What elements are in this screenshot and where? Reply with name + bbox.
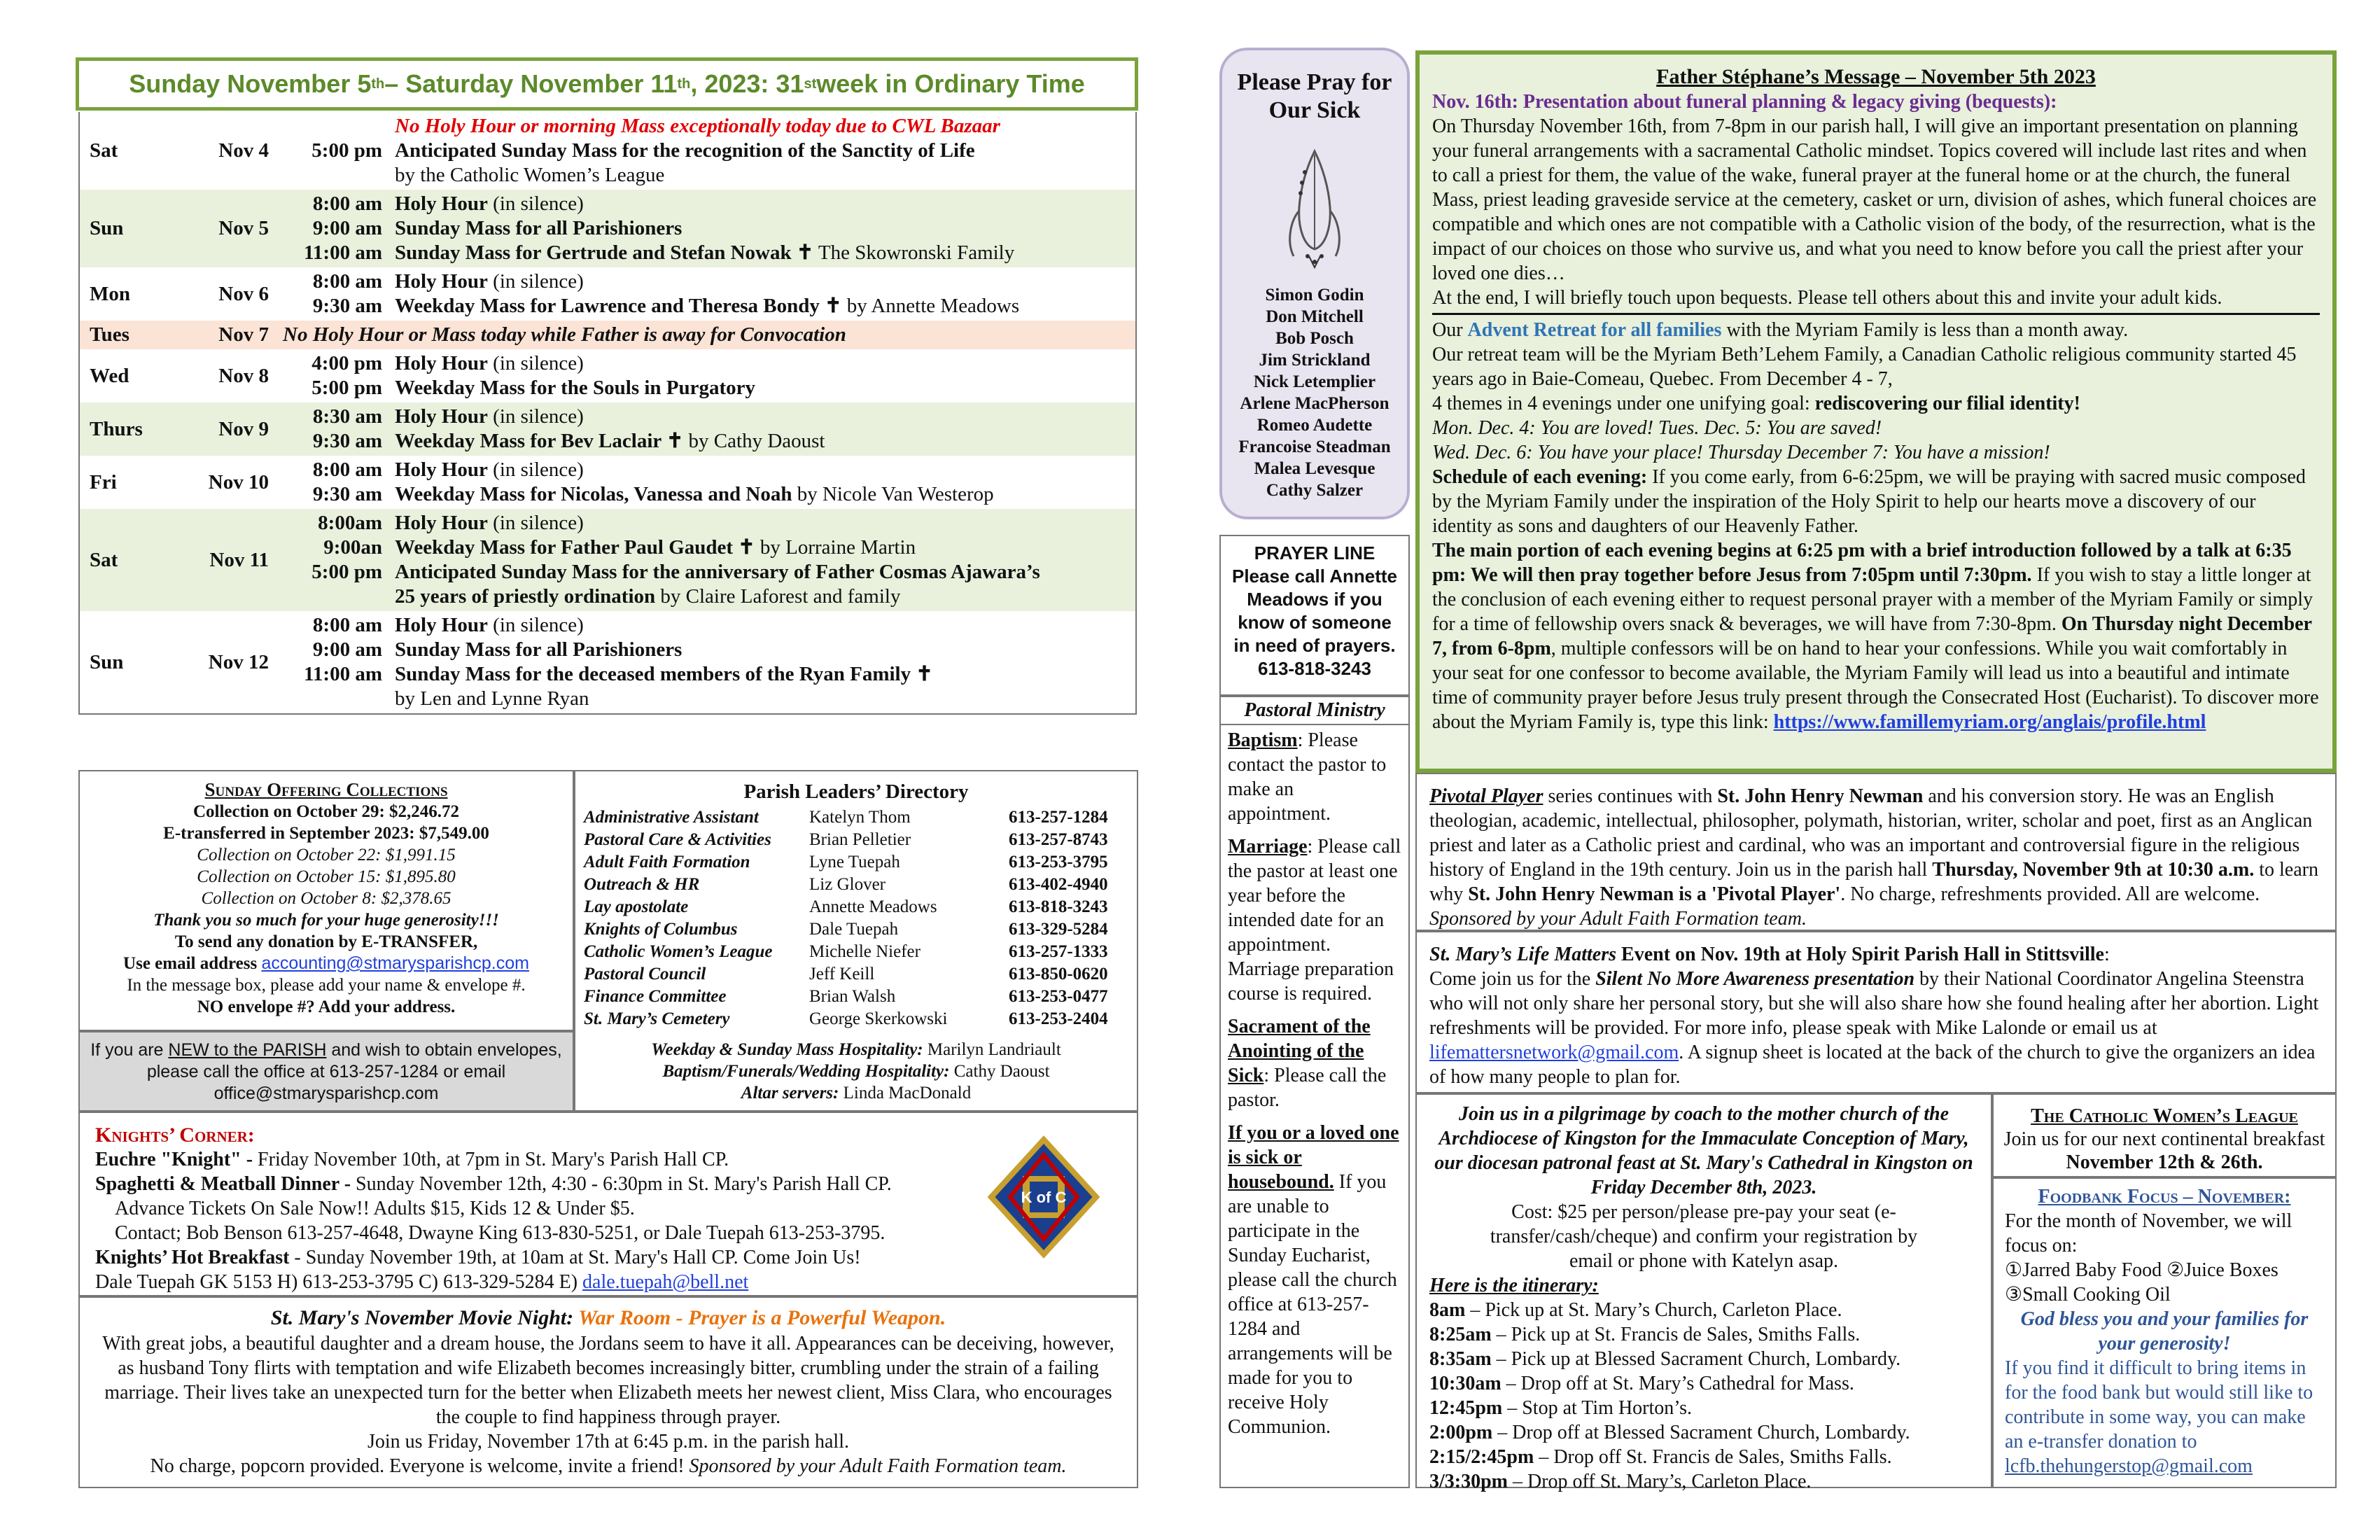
offering-collections-box: [78, 770, 574, 1031]
schedule-row: [80, 402, 1135, 456]
schedule-day: Mon: [90, 282, 130, 305]
schedule-row: [80, 611, 1135, 713]
father-message-box: Father Stéphane’s Message – November 5th 2023 Nov. 16th: Presentation about funeral planning & legacy giving (bequests): On Thursday November 16th, from 7-8pm in our parish hall, I will give an important presentation on planning your funeral arrangements with a sacramental Catholic mindset. Topics covered will include last rites and when to call a priest for them, the value of the wake, funeral prayer at the funeral home or at the church, the funeral Mass, priest leading graveside service at the cemetery, casket or urn, division of ashes, which funeral choices are compatible and which ones are not compatible with a Catholic vision of the body, of the resurrection, what is the impact of our choices on those who survive us, and what you need to know before you call the priest after your loved one dies… At the end, I will briefly touch upon bequests. Please tell others about this and invite your adult kids. Our Advent Retreat for all families with the Myriam Family is less than a month away. Our retreat team will be the Myriam Beth’Lehem Family, a Canadian Catholic religious community started 45 years ago in Baie-Comeau, Quebec. From December 4 - 7, 4 themes in 4 evenings under one unifying goal: rediscovering our filial identity! Mon. Dec. 4: You are loved! Tues. Dec. 5: You are saved! Wed. Dec. 6: You have your place! Thursday December 7: You have a mission! Schedule of each evening: If you come early, from 6-6:25pm, we will be praying with sacred music composed by the Myriam Family under the inspiration of the Holy Spirit to help our hearts move a discovery of our identity as sons and daughters of our Heavenly Father. The main portion of each evening begins at 6:25 pm with a brief introduction followed by a talk at 6:35 pm: We will then pray together before Jesus from 7:05pm until 7:30pm. If you wish to stay a little longer at the conclusion of each evening either to request personal prayer with a member of the Myriam Family or simply for a time of fellowship overs snack & beverages, we will have from 7:30-8pm. On Thursday night December 7, from 6-8pm, multiple confessors will be on hand to hear your confessions. While you wait comfortably in your seat for one confessor to become available, the Myriam Family will lead us into a beautiful and intimate time of community prayer before Jesus truly present through the Consecrated Host (Eucharist). To discover more about the Myriam Family is, type this link: https://www.famillemyriam.org/anglais/profile.html: [1415, 50, 2337, 773]
schedule-time: 8:30 am: [312, 405, 382, 428]
schedule-date: Nov 9: [218, 417, 269, 440]
pilgrimage-box: Join us in a pilgrimage by coach to the mother church of the Archdiocese of Kingston for the Immaculate Conception of Mary, our diocesan patronal feast at St. Mary's Cathedral in Kingston on Friday December 8th, 2023. Cost: $25 per person/please pre-pay your seat (e-transfer/cash/cheque) and confirm your registration by email or phone with Katelyn asap. Here is the itinerary: 8am – Pick up at St. Mary’s Church, Carleton Place. 8:25am – Pick up at St. Francis de Sales, Smiths Falls. 8:35am – Pick up at Blessed Sacrament Church, Lombardy. 10:30am – Drop off at St. Mary’s Cathedral for Mass. 12:45pm – Stop at Tim Horton’s. 2:00pm – Drop off at Blessed Sacrament Church, Lombardy. 2:15/2:45pm – Drop off St. Francis de Sales, Smiths Falls. 3/3:30pm – Drop off St. Mary’s, Carleton Place.: [1415, 1093, 1992, 1488]
schedule-day: Fri: [90, 470, 117, 493]
schedule-time: 8:00am: [318, 512, 382, 534]
schedule-description: Holy Hour (in silence): [395, 352, 584, 374]
schedule-description: No Holy Hour or morning Mass exceptionally today due to CWL Bazaar: [395, 115, 1000, 137]
offering-line: Use email address accounting@stmarysparishcp.com: [123, 953, 529, 973]
leader-row: Administrative Assistant Katelyn Thom 613-257-1284: [584, 808, 1108, 827]
schedule-row: [80, 456, 1135, 509]
life-matters-email-link[interactable]: lifemattersnetwork@gmail.com: [1429, 1042, 1679, 1063]
schedule-description: Holy Hour (in silence): [395, 192, 584, 215]
sick-person-name: Malea Levesque: [1254, 459, 1376, 478]
sick-person-name: Don Mitchell: [1266, 307, 1364, 326]
schedule-time: 11:00 am: [304, 663, 382, 685]
schedule-time: [283, 687, 382, 711]
schedule-time: 8:00 am: [312, 270, 382, 293]
pray-for-sick-box: [1219, 48, 1410, 519]
mass-schedule-table: [78, 112, 1137, 715]
schedule-time: 9:30 am: [312, 430, 382, 452]
father-message-title: Father Stéphane’s Message – November 5th 2023: [1656, 65, 2096, 88]
schedule-description: Holy Hour (in silence): [395, 458, 584, 481]
sick-person-name: Romeo Audette: [1256, 416, 1373, 435]
schedule-time: 8:00 am: [312, 458, 382, 481]
schedule-header: Sunday November 5 th – Saturday November 11 th , 2023: 31 st week in Ordinary Time: [76, 57, 1138, 111]
leader-row: Pastoral Council Jeff Keill 613-850-0620: [584, 965, 1108, 983]
schedule-day: Sun: [90, 217, 124, 239]
prayer-line-title: PRAYER LINE: [1254, 542, 1376, 564]
schedule-description: Weekday Mass for Lawrence and Theresa Bondy ✝ by Annette Meadows: [395, 295, 1020, 317]
schedule-date: Nov 4: [218, 139, 269, 162]
itinerary-item: 10:30am – Drop off at St. Mary’s Cathedral for Mass.: [1429, 1373, 1854, 1394]
schedule-description: Holy Hour (in silence): [395, 614, 584, 636]
schedule-description: Holy Hour (in silence): [395, 270, 584, 293]
schedule-time: 9:30 am: [312, 295, 382, 317]
itinerary-item: 2:15/2:45pm – Drop off St. Francis de Sales, Smiths Falls.: [1429, 1446, 1892, 1468]
schedule-day: Sun: [90, 650, 124, 673]
pastoral-item: Sacrament of the Anointing of the Sick: Please call the pastor.: [1228, 1016, 1387, 1111]
leader-row: Adult Faith Formation Lyne Tuepah 613-253-3795: [584, 853, 1108, 872]
schedule-row: [80, 190, 1135, 267]
leader-row: Outreach & HR Liz Glover 613-402-4940: [584, 875, 1108, 894]
myriam-family-link[interactable]: https://www.famillemyriam.org/anglais/profile.html: [1773, 711, 2206, 733]
sick-person-name: Arlene MacPherson: [1240, 394, 1390, 413]
hospitality-line: Weekday & Sunday Mass Hospitality: Marilyn Landriault: [651, 1040, 1061, 1059]
schedule-day: Sat: [90, 548, 118, 571]
schedule-time: [283, 584, 382, 609]
offering-line: Collection on October 22: $1,991.15: [197, 846, 456, 864]
svg-text:K of C: K of C: [1021, 1189, 1067, 1206]
sick-person-name: Jim Strickland: [1259, 351, 1371, 370]
schedule-date: Nov 10: [208, 470, 269, 493]
schedule-time: 11:00 am: [304, 241, 382, 264]
sick-person-name: Nick Letemplier: [1253, 372, 1376, 391]
leader-row: Lay apostolate Annette Meadows 613-818-3243: [584, 897, 1108, 916]
leader-row: Knights of Columbus Dale Tuepah 613-329-5284: [584, 920, 1108, 939]
hospitality-line: Baptism/Funerals/Wedding Hospitality: Cathy Daoust: [662, 1062, 1050, 1081]
leader-row: St. Mary’s Cemetery George Skerkowski 613-253-2404: [584, 1009, 1108, 1028]
schedule-date: Nov 7: [218, 323, 269, 346]
schedule-description: Holy Hour (in silence): [395, 405, 584, 428]
schedule-time: [283, 163, 382, 188]
schedule-description: Sunday Mass for all Parishioners: [395, 217, 682, 239]
schedule-description: by Len and Lynne Ryan: [395, 687, 589, 710]
leader-row: Finance Committee Brian Walsh 613-253-0477: [584, 987, 1108, 1006]
schedule-day: Wed: [90, 364, 130, 387]
sick-person-name: Francoise Steadman: [1238, 438, 1391, 456]
foodbank-title: Foodbank Focus – November:: [2038, 1186, 2291, 1208]
schedule-day: Sat: [90, 139, 118, 162]
pivotal-player-box: Pivotal Player series continues with St. John Henry Newman and his conversion story. He was an English theologian, academic, intellectual, philosopher, polymath, historian, writer, scholar and poet, first as an Anglican priest and later as a Catholic priest and cardinal, who was an important and controversial figure in the religious history of England in the 19th century. Join us in the parish hall Thursday, November 9th at 10:30 a.m. to learn why St. John Henry Newman is a 'Pivotal Player'. No charge, refreshments provided. All are welcome. Sponsored by your Adult Faith Formation team.: [1415, 773, 2337, 931]
pastoral-item: Baptism: Please contact the pastor to make an appointment.: [1228, 729, 1387, 825]
schedule-description: Sunday Mass for all Parishioners: [395, 638, 682, 661]
offering-line: In the message box, please add your name & envelope #.: [127, 976, 526, 995]
leader-row: Pastoral Care & Activities Brian Pelletier 613-257-8743: [584, 830, 1108, 849]
offering-line: Collection on October 15: $1,895.80: [197, 867, 456, 886]
schedule-row: [80, 267, 1135, 321]
offering-line: Thank you so much for your huge generosity!!!: [153, 911, 499, 930]
hospitality-line: Altar servers: Linda MacDonald: [741, 1084, 972, 1102]
schedule-time: 5:00 pm: [312, 377, 382, 399]
praying-hands-icon: [1266, 144, 1364, 270]
pray-title: Please Pray for Our Sick: [1237, 69, 1392, 123]
new-parish-notice: If you are NEW to the PARISH and wish to obtain envelopes, please call the office at 613-257-1284 or email office@stmarysparishcp.com: [78, 1031, 574, 1112]
foodbank-focus-box: Foodbank Focus – November: For the month of November, we will focus on: ①Jarred Baby Food ②Juice Boxes ③Small Cooking Oil God bless you and your families for your generosity! If you find it difficult to bring items in for the food bank but would still like to contribute in some way, you can make an e-transfer donation to lcfb.thehungerstop@gmail.com: [1992, 1177, 2337, 1488]
schedule-date: Nov 12: [208, 650, 269, 673]
leaders-title: Parish Leaders’ Directory: [743, 780, 969, 803]
itinerary-item: 3/3:30pm – Drop off St. Mary’s, Carleton Place.: [1429, 1471, 1812, 1492]
schedule-time: [283, 114, 382, 139]
offering-line: Collection on October 8: $2,378.65: [201, 889, 451, 908]
schedule-description: Anticipated Sunday Mass for the anniversary of Father Cosmas Ajawara’s: [395, 561, 1040, 583]
schedule-description: Anticipated Sunday Mass for the recognition of the Sanctity of Life: [395, 139, 975, 162]
schedule-time: 9:30 am: [312, 483, 382, 505]
schedule-time: 9:00 am: [312, 638, 382, 661]
offering-line: E-transferred in September 2023: $7,549.00: [163, 824, 489, 843]
schedule-row: [80, 112, 1135, 190]
offerings-title: Sunday Offering Collections: [204, 779, 448, 800]
schedule-notice: No Holy Hour or Mass today while Father is away for Convocation: [283, 323, 846, 346]
itinerary-item: 12:45pm – Stop at Tim Horton’s.: [1429, 1397, 1692, 1419]
schedule-time: 4:00 pm: [312, 352, 382, 374]
schedule-time: 5:00 pm: [312, 139, 382, 162]
knights-title: Knights’ Corner:: [95, 1124, 255, 1147]
itinerary-item: 8am – Pick up at St. Mary’s Church, Carleton Place.: [1429, 1299, 1842, 1321]
schedule-date: Nov 5: [218, 217, 269, 239]
itinerary-item: 8:35am – Pick up at Blessed Sacrament Church, Lombardy.: [1429, 1348, 1901, 1370]
movie-night-box: St. Mary's November Movie Night: War Room - Prayer is a Powerful Weapon. With great jobs, a beautiful daughter and a dream house, the Jordans seem to have it all. Appearances can be deceiving, however, as husband Tony flirts with temptation and wife Elizabeth becomes increasingly bitter, crumbling under the strain of a failing marriage. Their lives take an unexpected turn for the better when Elizabeth meets her newest client, Miss Clara, who encourages the couple to find happiness through prayer. Join us Friday, November 17th at 6:45 p.m. in the parish hall. No charge, popcorn provided. Everyone is welcome, invite a friend! Sponsored by your Adult Faith Formation team.: [78, 1296, 1138, 1488]
schedule-row: [80, 349, 1135, 402]
sick-person-name: Simon Godin: [1265, 286, 1364, 304]
leader-row: Catholic Women’s League Michelle Niefer 613-257-1333: [584, 942, 1108, 961]
prayer-line-box: PRAYER LINE Please call Annette Meadows if you know of someone in need of prayers. 613-818-3243: [1219, 535, 1410, 696]
schedule-description: Sunday Mass for Gertrude and Stefan Nowak ✝ The Skowronski Family: [395, 241, 1015, 264]
knights-of-columbus-logo: [983, 1134, 1105, 1260]
schedule-time: 8:00 am: [312, 192, 382, 215]
itinerary-item: 8:25am – Pick up at St. Francis de Sales, Smiths Falls.: [1429, 1324, 1861, 1345]
schedule-day: Tues: [90, 323, 130, 346]
schedule-time: 9:00an: [323, 536, 382, 559]
knights-corner: Knights’ Corner: Euchre "Knight" - Friday November 10th, at 7pm in St. Mary's Parish Hall CP. Spaghetti & Meatball Dinner - Sunday November 12th, 4:30 - 6:30pm in St. Mary's Parish Hall CP. Advance Tickets On Sale Now!! Adults $15, Kids 12 & Under $5. Contact; Bob Benson 613-257-4648, Dwayne King 613-830-5251, or Dale Tuepah 613-253-3795. Knights’ Hot Breakfast - Sunday November 19th, at 10am at St. Mary's Hall CP. Come Join Us! Dale Tuepah GK 5153 H) 613-253-3795 C) 613-329-5284 E) dale.tuepah@bell.net K of C: [78, 1112, 1138, 1296]
cwl-title: The Catholic Women’s League: [2031, 1105, 2298, 1127]
life-matters-box: St. Mary’s Life Matters Event on Nov. 19th at Holy Spirit Parish Hall in Stittsville: Come join us for the Silent No More Awareness presentation by their National Coordinator Angelina Steenstra who will not only share her personal story, but she will also share how she found healing after her abortion. Light refreshments will be provided. For more info, please speak with Mike Lalonde or email us at lifemattersnetwork@gmail.com. A signup sheet is located at the back of the church to give the organizers an idea of how many people to plan for.: [1415, 931, 2337, 1093]
itinerary-item: 2:00pm – Drop off at Blessed Sacrament Church, Lombardy.: [1429, 1422, 1910, 1443]
schedule-date: Nov 11: [209, 548, 269, 571]
schedule-description: Weekday Mass for Nicolas, Vanessa and Noah by Nicole Van Westerop: [395, 483, 994, 505]
schedule-description: Holy Hour (in silence): [395, 512, 584, 534]
foodbank-email-link[interactable]: lcfb.thehungerstop@gmail.com: [2005, 1455, 2253, 1477]
schedule-row: [80, 321, 1135, 349]
sick-person-name: Cathy Salzer: [1266, 481, 1364, 500]
offering-line: Collection on October 29: $2,246.72: [192, 802, 460, 821]
pastoral-ministry-box: [1219, 696, 1410, 1488]
schedule-date: Nov 8: [218, 364, 269, 387]
pastoral-title: Pastoral Ministry: [1221, 697, 1408, 725]
schedule-description: Weekday Mass for Bev Laclair ✝ by Cathy Daoust: [395, 430, 825, 452]
sick-person-name: Bob Posch: [1275, 329, 1354, 348]
schedule-description: by the Catholic Women’s League: [395, 164, 665, 186]
parish-leaders-directory: [574, 770, 1138, 1112]
schedule-time: 5:00 pm: [312, 561, 382, 583]
accounting-email-link[interactable]: accounting@stmarysparishcp.com: [261, 953, 529, 973]
schedule-description: Sunday Mass for the deceased members of the Ryan Family ✝: [395, 663, 933, 685]
schedule-description: Weekday Mass for Father Paul Gaudet ✝ by Lorraine Martin: [395, 536, 916, 559]
schedule-row: [80, 509, 1135, 611]
schedule-time: 8:00 am: [312, 614, 382, 636]
knights-email-link[interactable]: dale.tuepah@bell.net: [582, 1271, 749, 1293]
offering-line: NO envelope #? Add your address.: [197, 997, 456, 1016]
pastoral-item: If you or a loved one is sick or housebound. If you are unable to participate in the Sunday Eucharist, please call the church office at 613-257-1284 and arrangements will be made for you to receive Holy Communion.: [1228, 1122, 1399, 1438]
schedule-day: Thurs: [90, 417, 143, 440]
schedule-date: Nov 6: [218, 282, 269, 305]
offering-line: To send any donation by E-TRANSFER,: [174, 932, 478, 951]
schedule-description: 25 years of priestly ordination by Claire Laforest and family: [395, 585, 901, 608]
schedule-description: Weekday Mass for the Souls in Purgatory: [395, 377, 756, 399]
cwl-box: The Catholic Women’s League Join us for our next continental breakfast November 12th & 26th.: [1992, 1093, 2337, 1177]
schedule-time: 9:00 am: [312, 217, 382, 239]
pastoral-item: Marriage: Please call the pastor at least one year before the intended date for an appointment. Marriage preparation course is required.: [1228, 836, 1401, 1004]
